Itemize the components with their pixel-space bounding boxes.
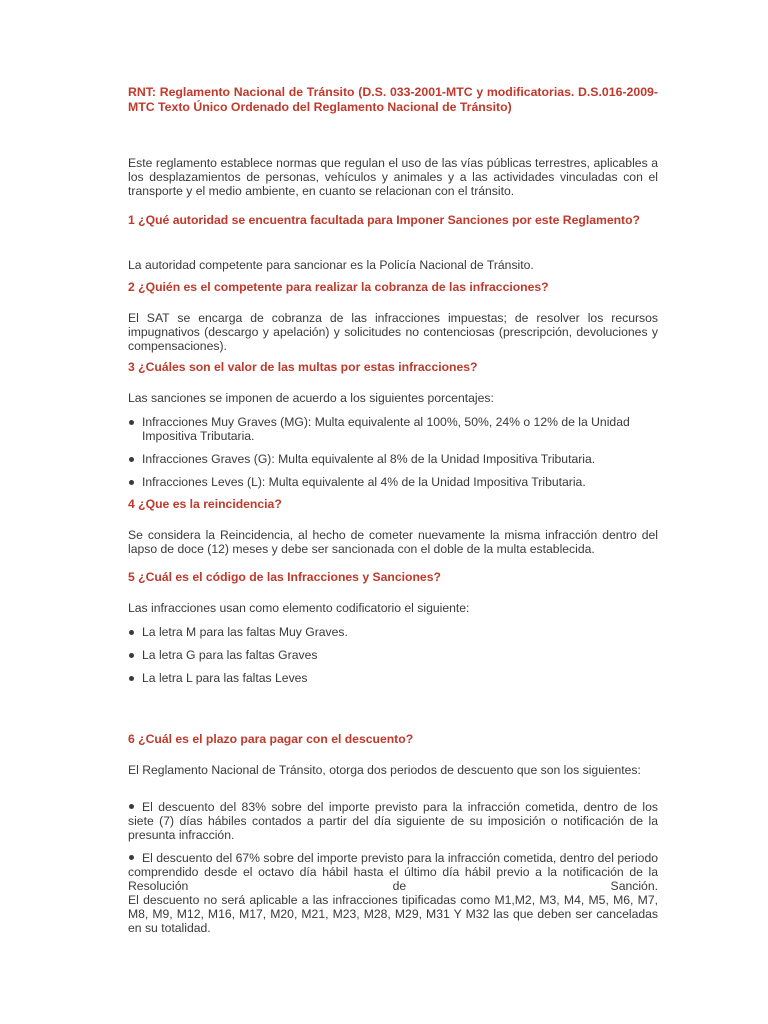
list-item	[128, 671, 658, 685]
answer-2: El SAT se encarga de cobranza de las infracciones impuestas; de resolver los recursos impugnativos (descargo y apelación) y solicitudes no contenciosas (prescripción, devoluciones y compensaciones).	[128, 311, 658, 353]
list-item-text: Infracciones Leves (L): Multa equivalente al 4% de la Unidad Impositiva Tributaria.	[142, 475, 586, 489]
bullet-icon	[129, 653, 134, 658]
list-item-text: La letra L para las faltas Leves	[142, 671, 308, 685]
answer-1: La autoridad competente para sancionar es la Policía Nacional de Tránsito.	[128, 258, 534, 272]
bullet-icon	[129, 676, 134, 681]
list-item-text: La letra M para las faltas Muy Graves.	[142, 625, 348, 639]
answer-5-intro: Las infracciones usan como elemento codificatorio el siguiente:	[128, 601, 470, 615]
list-item-text: El descuento del 67% sobre del importe previsto para la infracción cometida, dentro del periodo comprendido desde el octavo día hábil hasta el último día hábil previo a la notificación de la Resolución de Sanción.	[128, 851, 658, 893]
list-item	[128, 800, 658, 842]
question-6: 6 ¿Cuál es el plazo para pagar con el descuento?	[128, 732, 414, 746]
bullet-icon	[129, 420, 134, 425]
list-item	[128, 851, 658, 935]
bullet-icon	[129, 480, 134, 485]
list-item	[128, 625, 658, 639]
question-2: 2 ¿Quién es el competente para realizar la cobranza de las infracciones?	[128, 280, 549, 294]
question-3: 3 ¿Cuáles son el valor de las multas por estas infracciones?	[128, 360, 478, 374]
bullet-icon	[129, 855, 134, 860]
list-item	[128, 415, 658, 443]
list-item	[128, 475, 658, 489]
list-item	[128, 452, 658, 466]
question-5: 5 ¿Cuál es el código de las Infracciones y Sanciones?	[128, 570, 441, 584]
answer-3-intro: Las sanciones se imponen de acuerdo a los siguientes porcentajes:	[128, 391, 494, 405]
answer-4: Se considera la Reincidencia, al hecho de cometer nuevamente la misma infracción dentro del lapso de doce (12) meses y debe ser sancionada con el doble de la multa establecida.	[128, 528, 658, 556]
list-item-text: Infracciones Muy Graves (MG): Multa equivalente al 100%, 50%, 24% o 12% de la Unidad Impositiva Tributaria.	[142, 415, 630, 443]
list-item-text: Infracciones Graves (G): Multa equivalente al 8% de la Unidad Impositiva Tributaria.	[142, 452, 596, 466]
answer-6-note: El descuento no será aplicable a las infracciones tipificadas como M1,M2, M3, M4, M5, M6, M7, M8, M9, M12, M16, M17, M20, M21, M23, M28, M29, M31 Y M32 las que deben ser canceladas en su totalidad.	[128, 893, 658, 935]
list-item-text: La letra G para las faltas Graves	[142, 648, 318, 662]
question-4: 4 ¿Que es la reincidencia?	[128, 497, 282, 511]
answer-6-intro: El Reglamento Nacional de Tránsito, otorga dos periodos de descuento que son los siguientes:	[128, 763, 641, 777]
bullet-icon	[129, 630, 134, 635]
list-item-text: El descuento del 83% sobre del importe previsto para la infracción cometida, dentro de los siete (7) días hábiles contados a partir del día siguiente de su imposición o notificación de la presunta infracción.	[128, 800, 658, 842]
bullet-icon	[129, 804, 134, 809]
bullet-icon	[129, 457, 134, 462]
question-1: 1 ¿Qué autoridad se encuentra facultada para Imponer Sanciones por este Reglamento?	[128, 213, 641, 227]
intro-paragraph: Este reglamento establece normas que regulan el uso de las vías públicas terrestres, aplicables a los desplazamientos de personas, vehículos y animales y a las actividades vinculadas con el transporte y el medio ambiente, en cuanto se relacionan con el tránsito.	[128, 156, 658, 198]
list-item	[128, 648, 658, 662]
document-title: RNT: Reglamento Nacional de Tránsito (D.S. 033-2001-MTC y modificatorias. D.S.016-2009-MTC Texto Único Ordenado del Reglamento Nacional de Tránsito)	[128, 85, 658, 114]
